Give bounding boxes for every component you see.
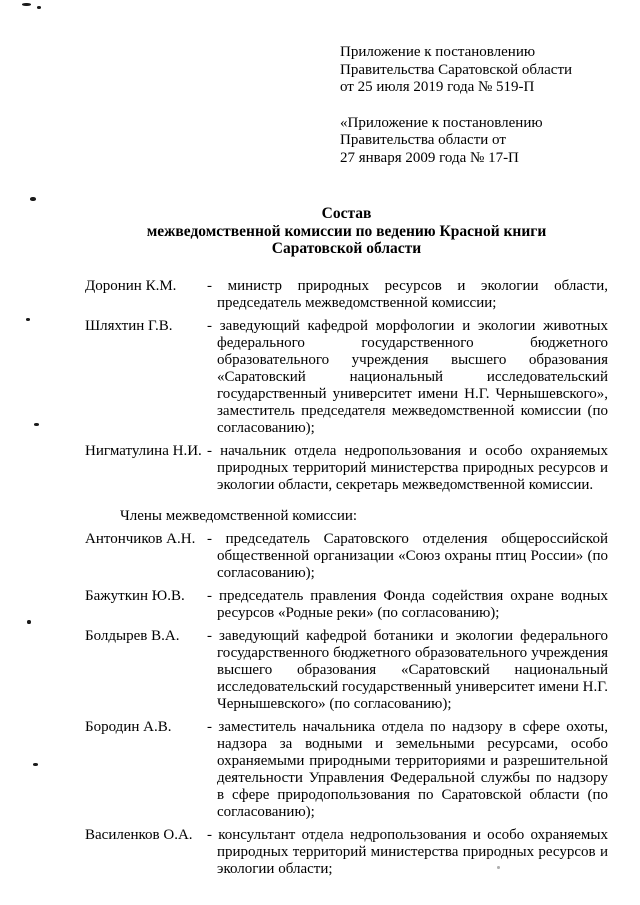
annex-reference-2009 [340,115,608,168]
member-role: - консультант отдела недропользования и особо охраняемых природных территорий министерства природных ресурсов и экологии области; [207,826,608,877]
scan-artifact [30,197,36,201]
annex-line: «Приложение к постановлению [340,114,543,131]
scan-artifact [27,620,31,624]
title-line: межведомственной комиссии по ведению Красной книги [146,222,547,240]
member-name: Нигматулина Н.И. [85,442,202,459]
member-role: - министр природных ресурсов и экологии области, председатель межведомственной комиссии; [207,277,608,311]
title-line: Состав [321,205,372,222]
annex-line: 27 января 2009 года № 17-П [340,149,519,166]
annex-reference-2019 [340,44,608,97]
member-role: - заведующий кафедрой ботаники и экологии федерального государственного бюджетного образовательного учреждения высшего образования «Саратовский национальный исследовательский государственный университет имени Н.Г. Чернышевского» (по согласованию); [207,627,608,712]
annex-line: Правительства области от [340,132,506,148]
members-section-heading: Члены межведомственной комиссии: [120,507,358,524]
annex-line: от 25 июля 2019 года № 519-П [340,79,535,95]
member-role: - начальник отдела недропользования и особо охраняемых природных территорий министерства природных ресурсов и экологии области, секретарь межведомственной комиссии. [207,442,608,493]
roster-row-bazhutkin [85,588,608,622]
member-name: Бажуткин Ю.В. [85,587,185,604]
roster-row-boldyrev [85,628,608,713]
member-role: - председатель Саратовского отделения общероссийской общественной организации «Союз охраны птиц России» (по согласованию); [207,530,608,581]
annex-line: Правительства Саратовской области [340,61,573,78]
document-title [85,205,608,258]
scan-artifact [497,866,500,869]
title-line: Саратовской области [271,240,422,257]
roster-row-shlyakhtin [85,318,608,437]
scan-artifact [26,318,30,321]
member-name: Болдырев В.А. [85,627,180,644]
commission-members-list [85,531,608,878]
scan-artifact [34,423,39,426]
roster-row-vasilenkov [85,827,608,878]
member-name: Доронин К.М. [85,277,177,294]
scan-artifact [37,6,41,9]
scan-artifact [33,763,38,766]
roster-row-nigmatulina [85,443,608,494]
roster-row-antonchikov [85,531,608,582]
member-name: Шляхтин Г.В. [85,317,173,334]
roster-row-doronin [85,278,608,312]
member-name: Василенков О.А. [85,826,193,843]
annex-gap [85,97,608,115]
annex-line: Приложение к постановлению [340,44,536,60]
member-name: Антончиков А.Н. [85,530,196,547]
member-role: - заведующий кафедрой морфологии и экологии животных федерального государственного бюджетного образовательного учреждения высшего образования «Саратовский национальный исследовательский государственный университет имени Н.Г. Чернышевского», заместитель председателя межведомственной комиссии (по согласованию); [207,317,608,436]
member-role: - председатель правления Фонда содействия охране водных ресурсов «Родные реки» (по согласованию); [207,587,608,621]
scan-artifact [22,3,31,6]
member-role: - заместитель начальника отдела по надзору в сфере охоты, надзора за водными и земельными ресурсами, особо охраняемыми природными территориями и разрешительной деятельности Управления Федеральной службы по надзору в сфере природопользования по Саратовской области (по согласованию); [207,718,608,820]
commission-leadership-list [85,278,608,494]
roster-row-borodin [85,719,608,821]
member-name: Бородин А.В. [85,718,172,735]
